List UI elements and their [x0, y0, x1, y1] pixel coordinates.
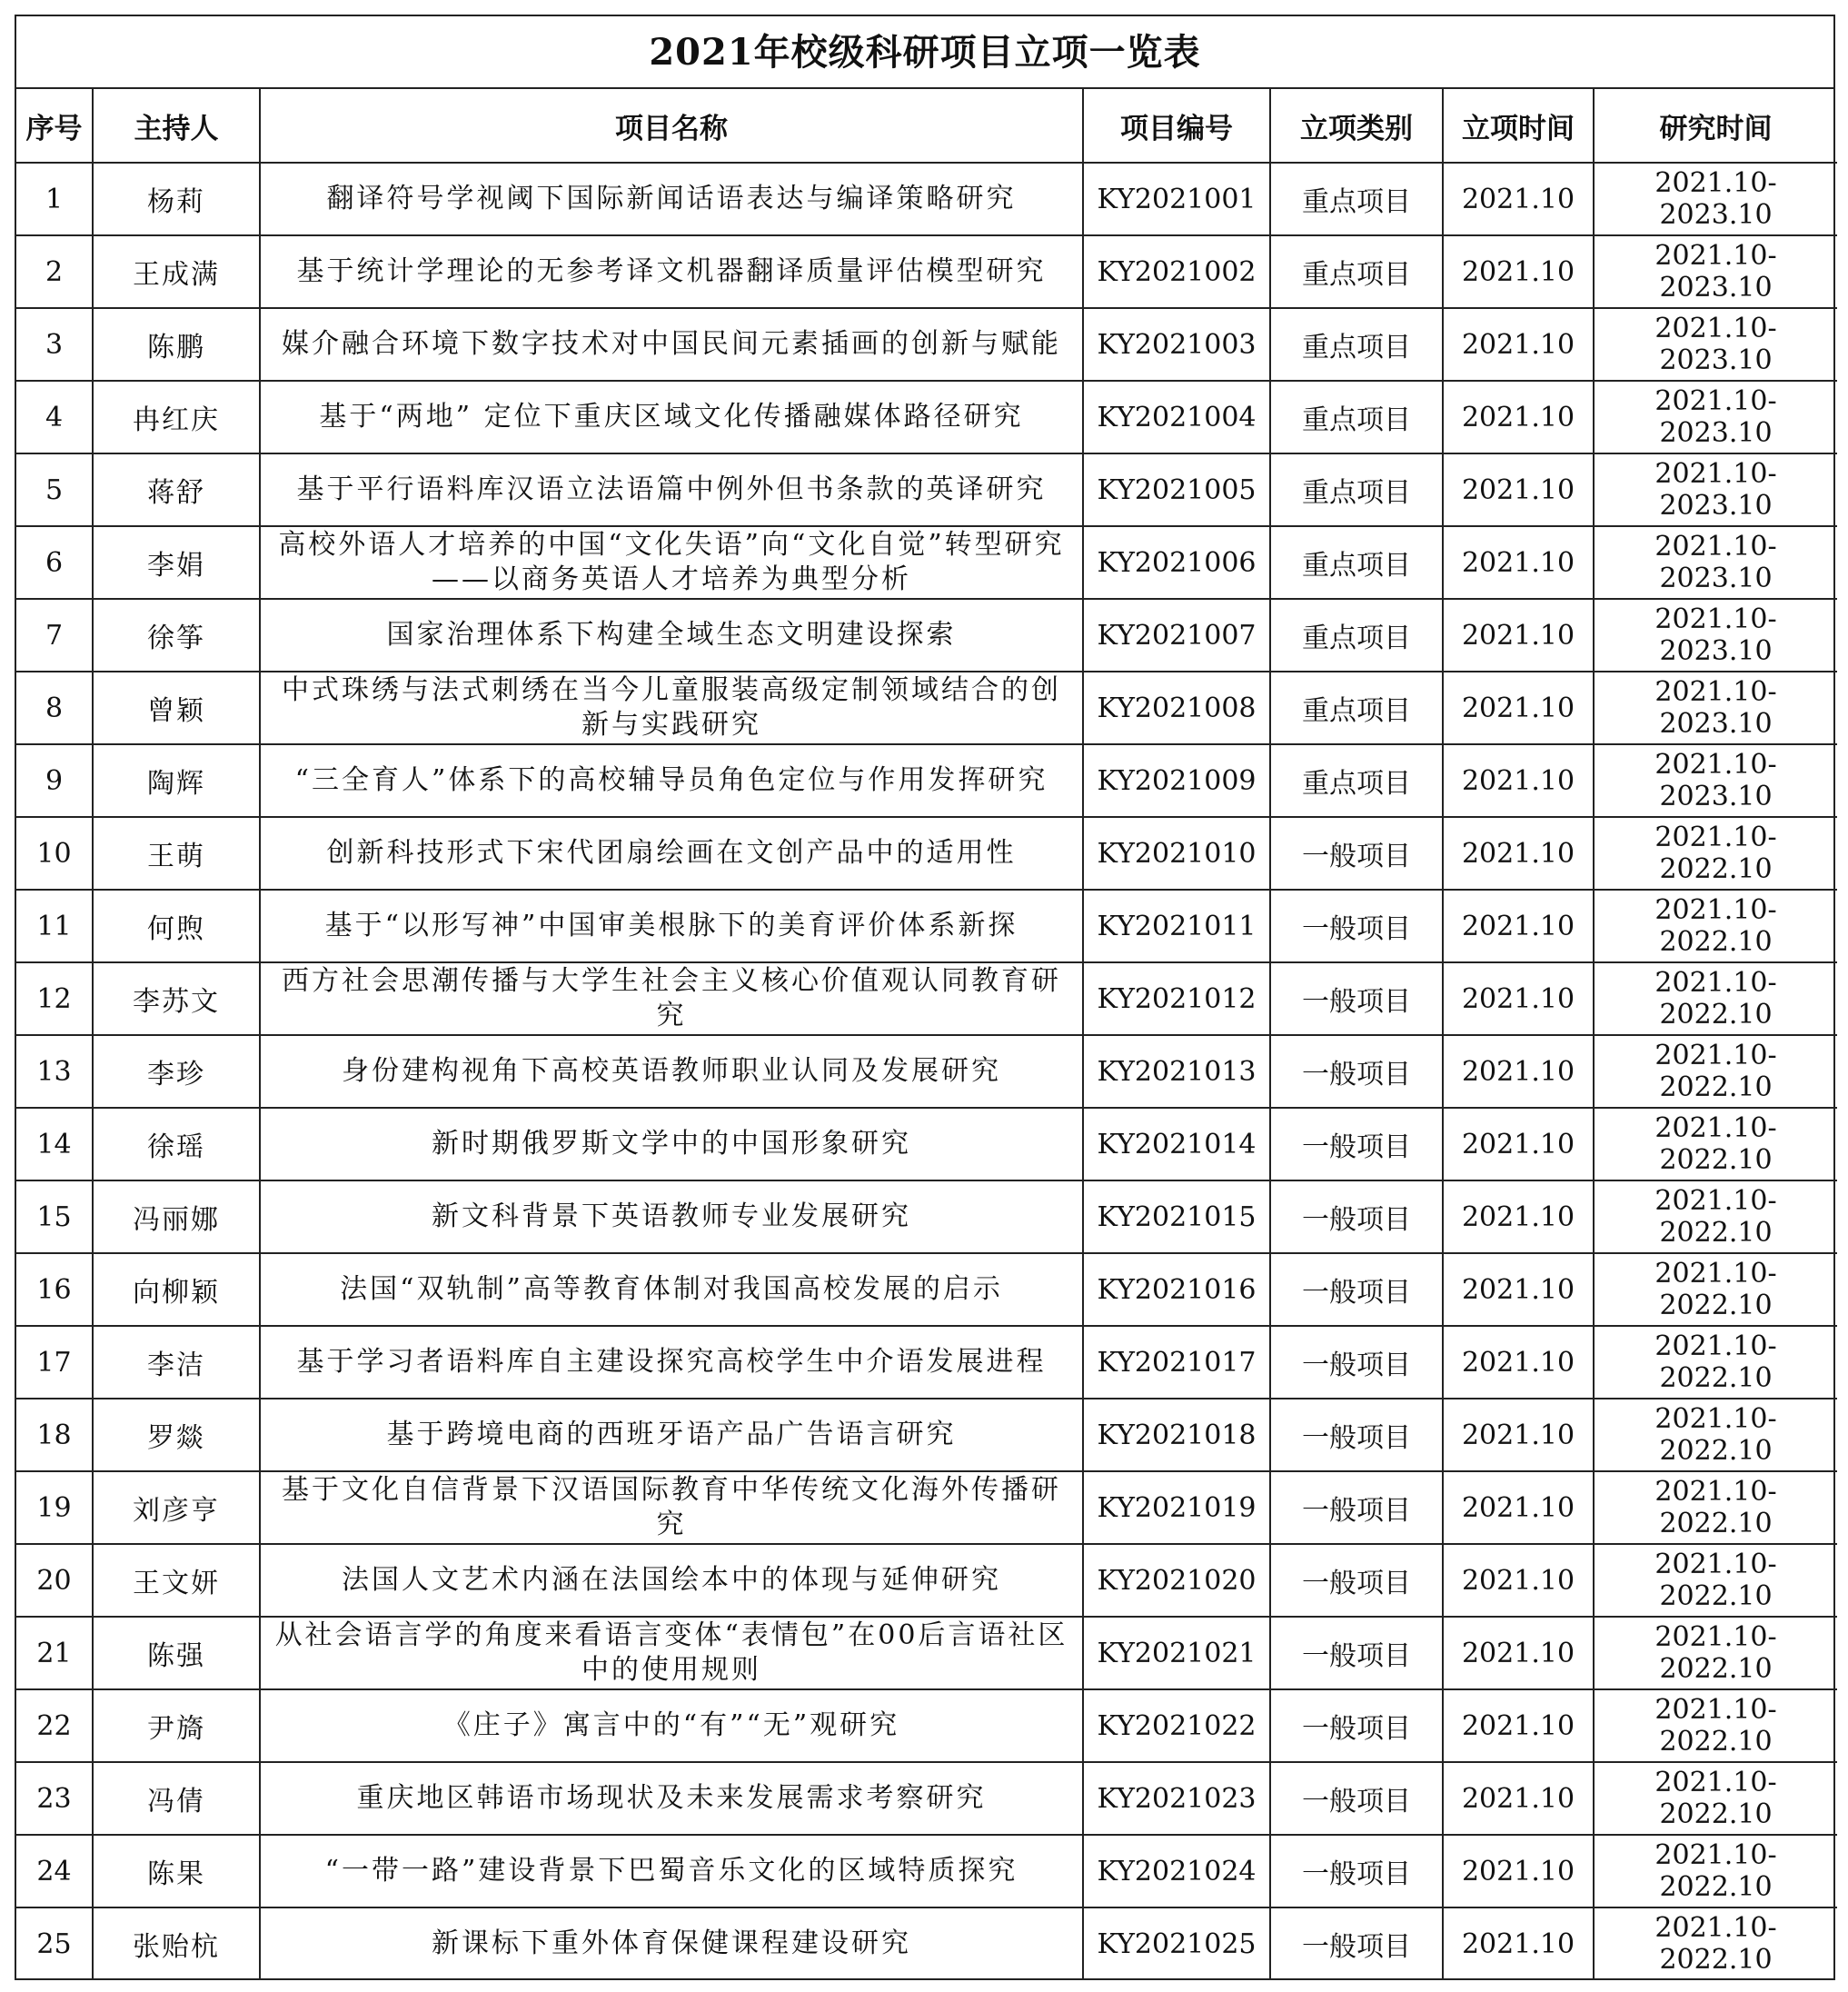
- table-row: [16, 1035, 1837, 1108]
- cell-date: 2021.10: [1443, 817, 1594, 890]
- cell-code: KY2021014: [1083, 1108, 1270, 1180]
- cell-host: 徐筝: [93, 599, 260, 672]
- cell-code: KY2021018: [1083, 1399, 1270, 1471]
- cell-seq: 6: [16, 526, 93, 599]
- table-row: [16, 744, 1837, 817]
- cell-category: 重点项目: [1270, 235, 1443, 308]
- table-row: [16, 1907, 1837, 1979]
- cell-date: 2021.10: [1443, 308, 1594, 381]
- cell-period: 2021.10-2022.10: [1594, 817, 1837, 890]
- cell-period: 2021.10-2023.10: [1594, 453, 1837, 526]
- cell-project: 法国“双轨制”高等教育体制对我国高校发展的启示: [260, 1253, 1083, 1326]
- cell-project: 从社会语言学的角度来看语言变体“表情包”在00后言语社区中的使用规则: [260, 1617, 1083, 1689]
- cell-date: 2021.10: [1443, 962, 1594, 1035]
- cell-seq: 24: [16, 1835, 93, 1907]
- cell-date: 2021.10: [1443, 235, 1594, 308]
- cell-code: KY2021002: [1083, 235, 1270, 308]
- cell-code: KY2021005: [1083, 453, 1270, 526]
- cell-seq: 23: [16, 1762, 93, 1835]
- table-row: [16, 890, 1837, 962]
- table-row: [16, 1326, 1837, 1399]
- cell-period: 2021.10-2022.10: [1594, 1399, 1837, 1471]
- table-row: [16, 1617, 1837, 1689]
- cell-seq: 25: [16, 1907, 93, 1979]
- header-date: 立项时间: [1443, 89, 1594, 163]
- table-row: [16, 163, 1837, 235]
- cell-period: 2021.10-2022.10: [1594, 962, 1837, 1035]
- cell-category: 一般项目: [1270, 1471, 1443, 1544]
- cell-host: 李珍: [93, 1035, 260, 1108]
- cell-period: 2021.10-2023.10: [1594, 381, 1837, 453]
- cell-period: 2021.10-2022.10: [1594, 1762, 1837, 1835]
- cell-host: 李洁: [93, 1326, 260, 1399]
- cell-project: 基于学习者语料库自主建设探究高校学生中介语发展进程: [260, 1326, 1083, 1399]
- table-row: [16, 1544, 1837, 1617]
- cell-code: KY2021006: [1083, 526, 1270, 599]
- project-table: [16, 89, 1837, 1979]
- cell-period: 2021.10-2023.10: [1594, 235, 1837, 308]
- cell-date: 2021.10: [1443, 1544, 1594, 1617]
- cell-date: 2021.10: [1443, 1035, 1594, 1108]
- cell-period: 2021.10-2022.10: [1594, 1471, 1837, 1544]
- cell-period: 2021.10-2023.10: [1594, 744, 1837, 817]
- cell-category: 重点项目: [1270, 381, 1443, 453]
- cell-seq: 7: [16, 599, 93, 672]
- cell-host: 李苏文: [93, 962, 260, 1035]
- cell-project: 国家治理体系下构建全域生态文明建设探索: [260, 599, 1083, 672]
- cell-period: 2021.10-2023.10: [1594, 599, 1837, 672]
- cell-date: 2021.10: [1443, 1471, 1594, 1544]
- table-row: [16, 962, 1837, 1035]
- cell-host: 王萌: [93, 817, 260, 890]
- cell-category: 一般项目: [1270, 1180, 1443, 1253]
- table-row: [16, 235, 1837, 308]
- header-row: [16, 89, 1837, 163]
- cell-code: KY2021010: [1083, 817, 1270, 890]
- cell-date: 2021.10: [1443, 1835, 1594, 1907]
- cell-code: KY2021009: [1083, 744, 1270, 817]
- cell-period: 2021.10-2022.10: [1594, 1689, 1837, 1762]
- cell-project: 高校外语人才培养的中国“文化失语”向“文化自觉”转型研究——以商务英语人才培养为典型分析: [260, 526, 1083, 599]
- cell-host: 何煦: [93, 890, 260, 962]
- cell-period: 2021.10-2022.10: [1594, 1108, 1837, 1180]
- cell-category: 一般项目: [1270, 1689, 1443, 1762]
- cell-seq: 20: [16, 1544, 93, 1617]
- table-row: [16, 526, 1837, 599]
- cell-category: 重点项目: [1270, 163, 1443, 235]
- cell-date: 2021.10: [1443, 453, 1594, 526]
- cell-period: 2021.10-2022.10: [1594, 1544, 1837, 1617]
- cell-code: KY2021025: [1083, 1907, 1270, 1979]
- cell-date: 2021.10: [1443, 1617, 1594, 1689]
- cell-seq: 13: [16, 1035, 93, 1108]
- cell-date: 2021.10: [1443, 1907, 1594, 1979]
- cell-code: KY2021003: [1083, 308, 1270, 381]
- cell-period: 2021.10-2022.10: [1594, 1035, 1837, 1108]
- cell-code: KY2021015: [1083, 1180, 1270, 1253]
- cell-period: 2021.10-2022.10: [1594, 1617, 1837, 1689]
- cell-date: 2021.10: [1443, 381, 1594, 453]
- project-list-sheet: [15, 15, 1835, 1980]
- cell-project: 法国人文艺术内涵在法国绘本中的体现与延伸研究: [260, 1544, 1083, 1617]
- cell-category: 一般项目: [1270, 1617, 1443, 1689]
- cell-code: KY2021019: [1083, 1471, 1270, 1544]
- cell-date: 2021.10: [1443, 1689, 1594, 1762]
- cell-category: 一般项目: [1270, 1835, 1443, 1907]
- cell-project: 创新科技形式下宋代团扇绘画在文创产品中的适用性: [260, 817, 1083, 890]
- cell-period: 2021.10-2022.10: [1594, 1253, 1837, 1326]
- cell-seq: 12: [16, 962, 93, 1035]
- table-row: [16, 1180, 1837, 1253]
- table-row: [16, 308, 1837, 381]
- cell-seq: 2: [16, 235, 93, 308]
- cell-host: 罗燚: [93, 1399, 260, 1471]
- cell-project: 中式珠绣与法式刺绣在当今儿童服装高级定制领域结合的创新与实践研究: [260, 672, 1083, 744]
- cell-project: “三全育人”体系下的高校辅导员角色定位与作用发挥研究: [260, 744, 1083, 817]
- cell-host: 王文妍: [93, 1544, 260, 1617]
- cell-code: KY2021011: [1083, 890, 1270, 962]
- cell-host: 李娟: [93, 526, 260, 599]
- cell-code: KY2021020: [1083, 1544, 1270, 1617]
- cell-code: KY2021016: [1083, 1253, 1270, 1326]
- cell-seq: 22: [16, 1689, 93, 1762]
- cell-period: 2021.10-2022.10: [1594, 890, 1837, 962]
- cell-category: 重点项目: [1270, 453, 1443, 526]
- cell-host: 冉红庆: [93, 381, 260, 453]
- cell-host: 向柳颖: [93, 1253, 260, 1326]
- header-project: 项目名称: [260, 89, 1083, 163]
- cell-project: 基于“两地” 定位下重庆区域文化传播融媒体路径研究: [260, 381, 1083, 453]
- cell-host: 冯倩: [93, 1762, 260, 1835]
- table-row: [16, 1253, 1837, 1326]
- cell-category: 重点项目: [1270, 526, 1443, 599]
- cell-project: “一带一路”建设背景下巴蜀音乐文化的区域特质探究: [260, 1835, 1083, 1907]
- header-period: 研究时间: [1594, 89, 1837, 163]
- cell-category: 一般项目: [1270, 1035, 1443, 1108]
- cell-project: 重庆地区韩语市场现状及未来发展需求考察研究: [260, 1762, 1083, 1835]
- cell-host: 杨莉: [93, 163, 260, 235]
- cell-project: 基于统计学理论的无参考译文机器翻译质量评估模型研究: [260, 235, 1083, 308]
- cell-date: 2021.10: [1443, 1180, 1594, 1253]
- cell-code: KY2021012: [1083, 962, 1270, 1035]
- cell-host: 尹旖: [93, 1689, 260, 1762]
- table-row: [16, 1689, 1837, 1762]
- cell-code: KY2021001: [1083, 163, 1270, 235]
- cell-seq: 15: [16, 1180, 93, 1253]
- cell-category: 一般项目: [1270, 1399, 1443, 1471]
- cell-project: 新时期俄罗斯文学中的中国形象研究: [260, 1108, 1083, 1180]
- table-row: [16, 1762, 1837, 1835]
- cell-date: 2021.10: [1443, 1108, 1594, 1180]
- cell-category: 重点项目: [1270, 672, 1443, 744]
- cell-host: 陶辉: [93, 744, 260, 817]
- cell-seq: 14: [16, 1108, 93, 1180]
- cell-seq: 9: [16, 744, 93, 817]
- cell-category: 重点项目: [1270, 599, 1443, 672]
- header-host: 主持人: [93, 89, 260, 163]
- cell-seq: 18: [16, 1399, 93, 1471]
- cell-project: 西方社会思潮传播与大学生社会主义核心价值观认同教育研究: [260, 962, 1083, 1035]
- cell-project: 基于“以形写神”中国审美根脉下的美育评价体系新探: [260, 890, 1083, 962]
- cell-project: 身份建构视角下高校英语教师职业认同及发展研究: [260, 1035, 1083, 1108]
- cell-host: 曾颖: [93, 672, 260, 744]
- cell-host: 蒋舒: [93, 453, 260, 526]
- table-row: [16, 1835, 1837, 1907]
- cell-seq: 21: [16, 1617, 93, 1689]
- header-seq: 序号: [16, 89, 93, 163]
- cell-project: 《庄子》寓言中的“有”“无”观研究: [260, 1689, 1083, 1762]
- cell-period: 2021.10-2022.10: [1594, 1835, 1837, 1907]
- cell-date: 2021.10: [1443, 1762, 1594, 1835]
- cell-project: 基于平行语料库汉语立法语篇中例外但书条款的英译研究: [260, 453, 1083, 526]
- cell-host: 徐瑶: [93, 1108, 260, 1180]
- cell-date: 2021.10: [1443, 1399, 1594, 1471]
- table-row: [16, 817, 1837, 890]
- cell-seq: 3: [16, 308, 93, 381]
- cell-period: 2021.10-2023.10: [1594, 308, 1837, 381]
- cell-category: 一般项目: [1270, 1253, 1443, 1326]
- cell-date: 2021.10: [1443, 163, 1594, 235]
- cell-category: 一般项目: [1270, 1907, 1443, 1979]
- cell-code: KY2021013: [1083, 1035, 1270, 1108]
- cell-seq: 8: [16, 672, 93, 744]
- cell-host: 陈强: [93, 1617, 260, 1689]
- cell-date: 2021.10: [1443, 599, 1594, 672]
- cell-category: 一般项目: [1270, 1108, 1443, 1180]
- cell-host: 刘彦亨: [93, 1471, 260, 1544]
- cell-category: 一般项目: [1270, 1762, 1443, 1835]
- cell-seq: 11: [16, 890, 93, 962]
- cell-seq: 17: [16, 1326, 93, 1399]
- cell-category: 一般项目: [1270, 1544, 1443, 1617]
- cell-category: 一般项目: [1270, 890, 1443, 962]
- table-body: [16, 163, 1837, 1979]
- cell-period: 2021.10-2022.10: [1594, 1180, 1837, 1253]
- page-title: 2021年校级科研项目立项一览表: [16, 16, 1833, 89]
- cell-host: 王成满: [93, 235, 260, 308]
- table-row: [16, 453, 1837, 526]
- cell-host: 张贻杭: [93, 1907, 260, 1979]
- cell-project: 媒介融合环境下数字技术对中国民间元素插画的创新与赋能: [260, 308, 1083, 381]
- table-row: [16, 1108, 1837, 1180]
- cell-date: 2021.10: [1443, 744, 1594, 817]
- header-category: 立项类别: [1270, 89, 1443, 163]
- cell-seq: 5: [16, 453, 93, 526]
- cell-project: 基于文化自信背景下汉语国际教育中华传统文化海外传播研究: [260, 1471, 1083, 1544]
- cell-code: KY2021021: [1083, 1617, 1270, 1689]
- header-code: 项目编号: [1083, 89, 1270, 163]
- cell-seq: 19: [16, 1471, 93, 1544]
- cell-seq: 4: [16, 381, 93, 453]
- cell-date: 2021.10: [1443, 672, 1594, 744]
- cell-project: 基于跨境电商的西班牙语产品广告语言研究: [260, 1399, 1083, 1471]
- cell-code: KY2021007: [1083, 599, 1270, 672]
- cell-period: 2021.10-2023.10: [1594, 672, 1837, 744]
- cell-date: 2021.10: [1443, 1253, 1594, 1326]
- cell-host: 陈鹏: [93, 308, 260, 381]
- table-row: [16, 381, 1837, 453]
- cell-host: 冯丽娜: [93, 1180, 260, 1253]
- cell-project: 新文科背景下英语教师专业发展研究: [260, 1180, 1083, 1253]
- cell-code: KY2021023: [1083, 1762, 1270, 1835]
- cell-code: KY2021017: [1083, 1326, 1270, 1399]
- cell-seq: 10: [16, 817, 93, 890]
- table-row: [16, 1471, 1837, 1544]
- cell-project: 翻译符号学视阈下国际新闻话语表达与编译策略研究: [260, 163, 1083, 235]
- cell-date: 2021.10: [1443, 890, 1594, 962]
- cell-category: 一般项目: [1270, 817, 1443, 890]
- table-row: [16, 672, 1837, 744]
- cell-code: KY2021024: [1083, 1835, 1270, 1907]
- cell-period: 2021.10-2022.10: [1594, 1907, 1837, 1979]
- table-row: [16, 599, 1837, 672]
- cell-seq: 1: [16, 163, 93, 235]
- cell-date: 2021.10: [1443, 1326, 1594, 1399]
- cell-category: 重点项目: [1270, 308, 1443, 381]
- cell-category: 重点项目: [1270, 744, 1443, 817]
- cell-code: KY2021008: [1083, 672, 1270, 744]
- cell-host: 陈果: [93, 1835, 260, 1907]
- cell-project: 新课标下重外体育保健课程建设研究: [260, 1907, 1083, 1979]
- table-row: [16, 1399, 1837, 1471]
- cell-date: 2021.10: [1443, 526, 1594, 599]
- cell-period: 2021.10-2023.10: [1594, 163, 1837, 235]
- cell-category: 一般项目: [1270, 1326, 1443, 1399]
- cell-code: KY2021004: [1083, 381, 1270, 453]
- cell-category: 一般项目: [1270, 962, 1443, 1035]
- cell-period: 2021.10-2023.10: [1594, 526, 1837, 599]
- cell-code: KY2021022: [1083, 1689, 1270, 1762]
- cell-seq: 16: [16, 1253, 93, 1326]
- cell-period: 2021.10-2022.10: [1594, 1326, 1837, 1399]
